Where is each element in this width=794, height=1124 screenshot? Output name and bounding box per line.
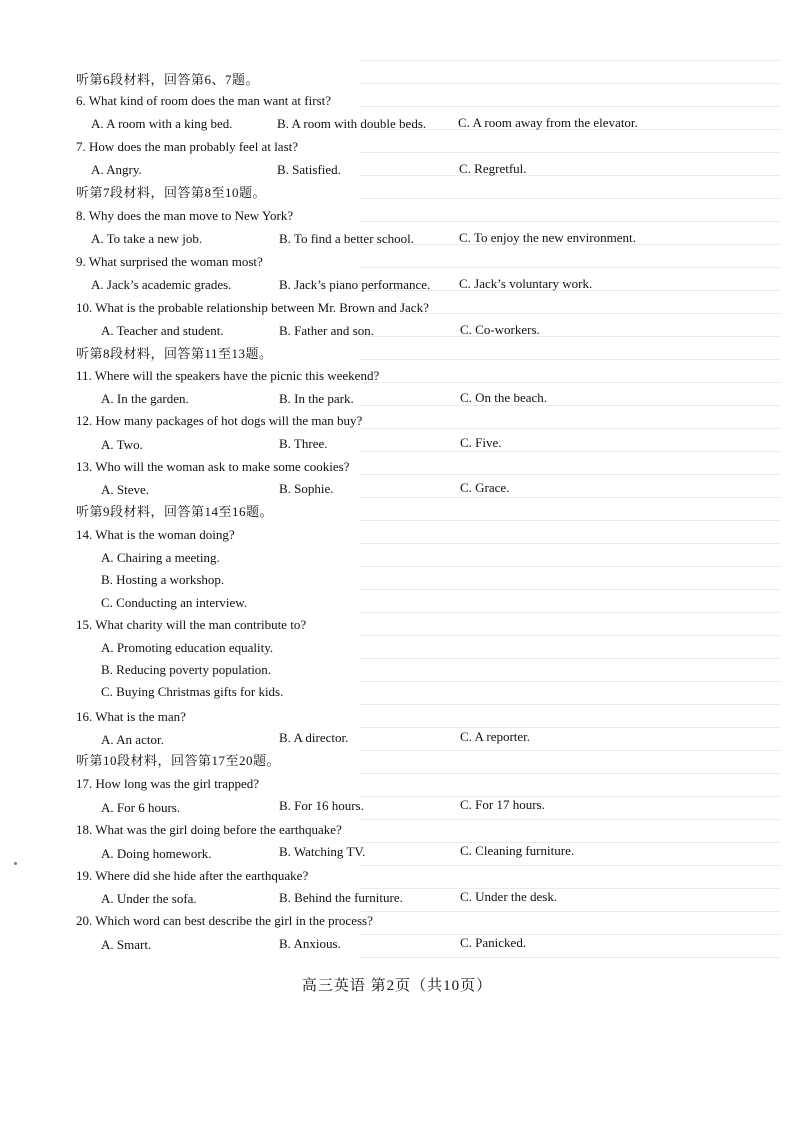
question-17: 17. How long was the girl trapped?: [76, 776, 260, 791]
q12-option-a: A. Two.: [101, 437, 143, 452]
q10-option-c: C. Co-workers.: [460, 322, 540, 337]
q6-option-c: C. A room away from the elevator.: [458, 115, 638, 130]
question-10: 10. What is the probable relationship between Mr. Brown and Jack?: [76, 300, 429, 315]
q15-option-a: A. Promoting education equality.: [101, 640, 274, 655]
q20-option-b: B. Anxious.: [279, 936, 341, 951]
q11-option-b: B. In the park.: [279, 391, 354, 406]
question-8: 8. Why does the man move to New York?: [76, 208, 294, 223]
q10-option-b: B. Father and son.: [279, 323, 374, 338]
q17-option-b: B. For 16 hours.: [279, 798, 364, 813]
q11-option-a: A. In the garden.: [101, 391, 189, 406]
q13-option-c: C. Grace.: [460, 480, 510, 495]
q14-option-a: A. Chairing a meeting.: [101, 550, 220, 565]
q18-option-a: A. Doing homework.: [101, 846, 212, 861]
q7-option-c: C. Regretful.: [459, 161, 527, 176]
q7-option-a: A. Angry.: [91, 162, 142, 177]
q8-option-b: B. To find a better school.: [279, 231, 414, 246]
q6-option-a: A. A room with a king bed.: [91, 116, 233, 131]
q12-option-c: C. Five.: [460, 435, 502, 450]
section-header-8: 听第8段材料，回答第11至13题。: [76, 346, 273, 361]
question-19: 19. Where did she hide after the earthquake?: [76, 868, 309, 883]
q13-option-a: A. Steve.: [101, 482, 150, 497]
question-13: 13. Who will the woman ask to make some cookies?: [76, 459, 350, 474]
q16-option-a: A. An actor.: [101, 732, 164, 747]
section-header-6: 听第6段材料，回答第6、7题。: [76, 72, 260, 87]
q8-option-a: A. To take a new job.: [91, 231, 203, 246]
q9-option-a: A. Jack’s academic grades.: [91, 277, 232, 292]
question-11: 11. Where will the speakers have the picnic this weekend?: [76, 368, 380, 383]
question-16: 16. What is the man?: [76, 709, 186, 724]
question-14: 14. What is the woman doing?: [76, 527, 235, 542]
q11-option-c: C. On the beach.: [460, 390, 548, 405]
q19-option-b: B. Behind the furniture.: [279, 890, 403, 905]
q19-option-c: C. Under the desk.: [460, 889, 558, 904]
q13-option-b: B. Sophie.: [279, 481, 334, 496]
q20-option-c: C. Panicked.: [460, 935, 527, 950]
question-20: 20. Which word can best describe the girl in the process?: [76, 913, 373, 928]
question-18: 18. What was the girl doing before the earthquake?: [76, 822, 342, 837]
q8-option-c: C. To enjoy the new environment.: [459, 230, 636, 245]
page-footer: 高三英语 第2页（共10页）: [301, 978, 493, 994]
q15-option-b: B. Reducing poverty population.: [101, 662, 272, 677]
section-header-10: 听第10段材料，回答第17至20题。: [76, 753, 281, 768]
question-12: 12. How many packages of hot dogs will the man buy?: [76, 413, 363, 428]
q14-option-c: C. Conducting an interview.: [101, 595, 248, 610]
q9-option-c: C. Jack’s voluntary work.: [459, 276, 593, 291]
q17-option-a: A. For 6 hours.: [101, 800, 181, 815]
question-9: 9. What surprised the woman most?: [76, 254, 263, 269]
q6-option-b: B. A room with double beds.: [277, 116, 427, 131]
scan-speck: [14, 862, 17, 865]
q16-option-b: B. A director.: [279, 730, 349, 745]
q15-option-c: C. Buying Christmas gifts for kids.: [101, 684, 284, 699]
q17-option-c: C. For 17 hours.: [460, 797, 545, 812]
q9-option-b: B. Jack’s piano performance.: [279, 277, 431, 292]
q14-option-b: B. Hosting a workshop.: [101, 572, 225, 587]
q18-option-c: C. Cleaning furniture.: [460, 843, 575, 858]
question-7: 7. How does the man probably feel at last?: [76, 139, 299, 154]
section-header-9: 听第9段材料，回答第14至16题。: [76, 504, 274, 519]
q16-option-c: C. A reporter.: [460, 729, 531, 744]
q19-option-a: A. Under the sofa.: [101, 891, 197, 906]
question-15: 15. What charity will the man contribute to?: [76, 617, 307, 632]
q12-option-b: B. Three.: [279, 436, 328, 451]
q7-option-b: B. Satisfied.: [277, 162, 341, 177]
q10-option-a: A. Teacher and student.: [101, 323, 224, 338]
section-header-7: 听第7段材料，回答第8至10题。: [76, 185, 267, 200]
q20-option-a: A. Smart.: [101, 937, 152, 952]
bleed-through-artifacts: [360, 60, 780, 1040]
question-6: 6. What kind of room does the man want at first?: [76, 93, 332, 108]
q18-option-b: B. Watching TV.: [279, 844, 366, 859]
